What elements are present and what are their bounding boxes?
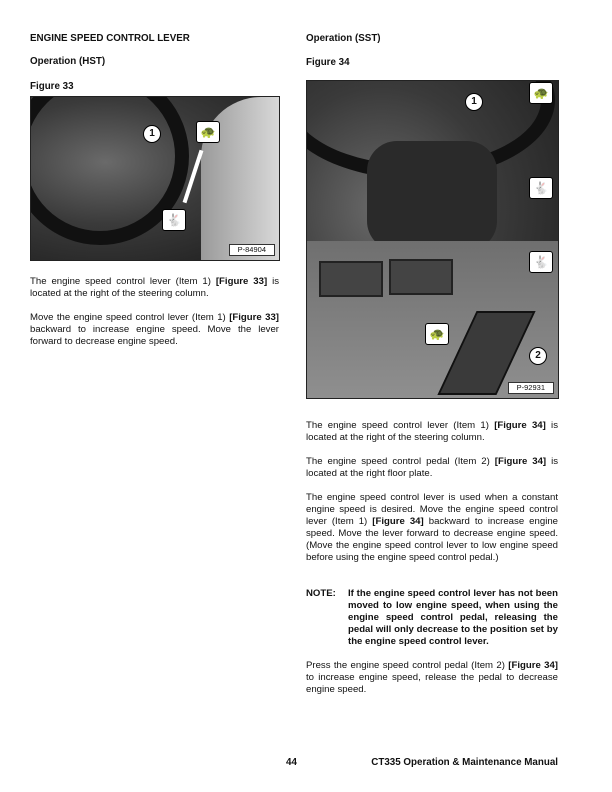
paragraph: The engine speed control lever (Item 1) [Figure 34] is located at the right of the steering column. — [306, 420, 558, 443]
rabbit-icon: 🐇 — [529, 177, 553, 199]
paragraph: Move the engine speed control lever (Item 1) [Figure 33] backward to increase engine speed. Move the lever forward to decrease engine speed. — [30, 312, 279, 347]
paragraph: Press the engine speed control pedal (Item 2) [Figure 34] to increase engine speed, release the pedal to decrease engine speed. — [306, 660, 558, 695]
photo-id: P-92931 — [508, 382, 554, 394]
section-title: ENGINE SPEED CONTROL LEVER — [30, 33, 190, 44]
note — [306, 588, 558, 648]
paragraph: The engine speed control lever is used when a constant engine speed is desired. Move the engine speed control lever (Item 1) [Figure 34] backward to increase engine speed. Move the lever forward to decrease engine speed. (Move the engine speed control lever to low engine speed before using the engine speed control pedal.) — [306, 492, 558, 563]
dash-panel — [367, 141, 497, 251]
turtle-icon: 🐢 — [425, 323, 449, 345]
figure-33-photo — [30, 96, 280, 261]
turtle-icon: 🐢 — [529, 82, 553, 104]
paragraph: The engine speed control lever (Item 1) [Figure 33] is located at the right of the steering column. — [30, 276, 279, 299]
turtle-icon: 🐢 — [196, 121, 220, 143]
note-text: If the engine speed control lever has not been moved to low engine speed, when using the engine speed control pedal, releasing the pedal will only decrease to the position set by the engine speed control lever. — [348, 588, 558, 647]
paragraph: The engine speed control pedal (Item 2) [Figure 34] is located at the right floor plate. — [306, 456, 559, 479]
rabbit-icon: 🐇 — [529, 251, 553, 273]
rabbit-icon: 🐇 — [162, 209, 186, 231]
note-label: NOTE: — [306, 588, 336, 599]
subsection-title-sst: Operation (SST) — [306, 33, 381, 44]
callout-1: 1 — [465, 93, 483, 111]
manual-title: CT335 Operation & Maintenance Manual — [371, 757, 558, 768]
subsection-title-hst: Operation (HST) — [30, 56, 106, 67]
floor-mat — [319, 261, 383, 297]
page-number: 44 — [286, 757, 297, 768]
photo-id: P-84904 — [229, 244, 275, 256]
figure-33-label: Figure 33 — [30, 81, 74, 92]
figure-34-label: Figure 34 — [306, 57, 350, 68]
floor-mat — [389, 259, 453, 295]
figure-34-photo — [306, 80, 559, 399]
callout-2: 2 — [529, 347, 547, 365]
callout-1: 1 — [143, 125, 161, 143]
